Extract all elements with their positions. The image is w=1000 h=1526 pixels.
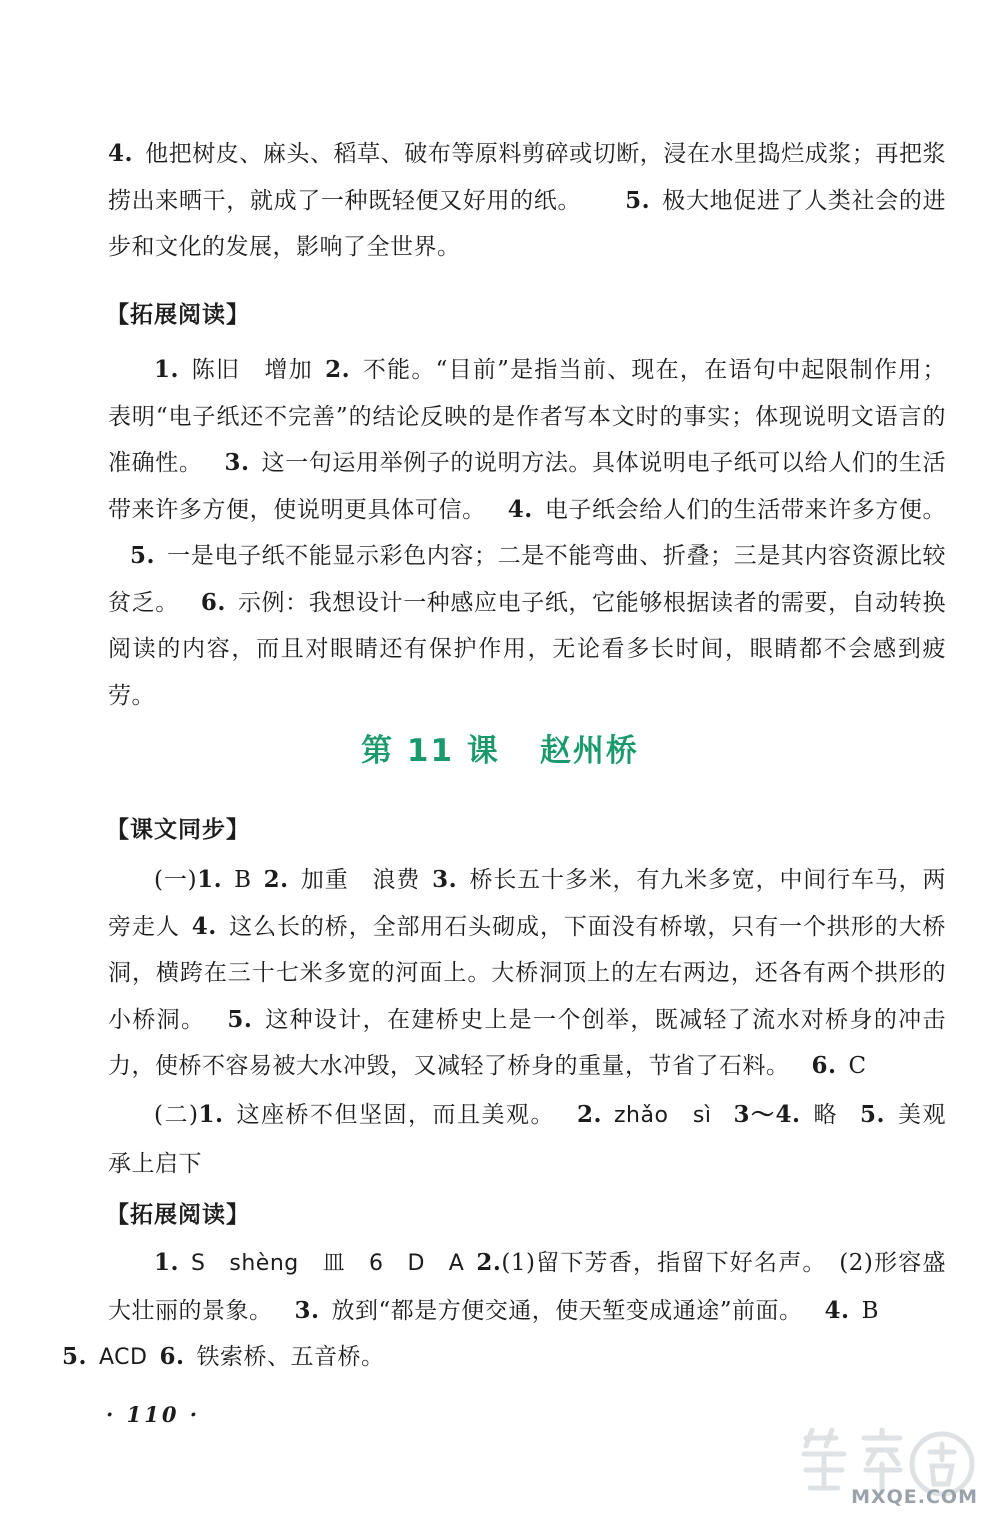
question-number: 5. [130, 542, 156, 569]
answer-text: 加重 浪费 [300, 867, 421, 893]
answer-paragraph-extended-reading-2 [62, 1240, 946, 1382]
question-number: 5. [625, 186, 651, 214]
answer-text: 他把树皮、麻头、稻草、破布等原料剪碎或切断，浸在水里捣烂成浆；再把浆捞出来晒干，就成了一种既轻便又好用的纸。 [108, 141, 946, 214]
answer-text: B [234, 867, 252, 893]
question-number: 2. [263, 866, 289, 893]
question-number: 6. [811, 1052, 837, 1079]
answer-text: C [848, 1053, 867, 1079]
answer-text: 不能。“目前”是指当前、现在，在语句中起限制作用；表明“电子纸还不完善”的结论反映的是作者写本文时的事实；体现说明文语言的准确性。 [108, 357, 946, 476]
pinyin-answer: zhǎo sì [613, 1103, 712, 1128]
answer-text: 陈旧 增加 [191, 357, 314, 383]
question-number: 1. [154, 356, 180, 383]
question-number: 1. [198, 1101, 224, 1128]
answer-text: S shèng 皿 6 D A [191, 1251, 465, 1276]
answer-text: 这么长的桥，全部用石头砌成，下面没有桥墩，只有一个拱形的大桥洞，横跨在三十七米多宽的河面上。大桥洞顶上的左右两边，还各有两个拱形的小桥洞。 [108, 913, 947, 1033]
question-number: 3. [224, 449, 250, 476]
question-number: 1. [197, 866, 223, 893]
answer-paragraph-part-one [108, 857, 946, 1090]
answer-paragraph-previous [108, 131, 946, 271]
question-number: 3. [432, 866, 458, 893]
answer-text: 一是电子纸不能显示彩色内容；二是不能弯曲、折叠；三是其内容资源比较贫乏。 [108, 543, 946, 616]
section-heading-extended-reading: 【拓展阅读】 [106, 302, 250, 328]
answer-text: 这一句运用举例子的说明方法。具体说明电子纸可以给人们的生活带来许多方便，使说明更具体可信。 [108, 450, 947, 523]
part-label: (一) [154, 867, 198, 893]
question-number: 5. [227, 1005, 253, 1033]
answer-paragraph-extended-reading [108, 347, 946, 719]
part-label: (二) [154, 1102, 199, 1128]
page-number: · 110 · [106, 1402, 201, 1427]
question-number: 5. [62, 1343, 88, 1370]
section-heading-text-sync: 【课文同步】 [106, 817, 250, 843]
question-number: 4. [191, 912, 217, 940]
question-number: 4. [507, 495, 533, 523]
answer-text: 桥长五十多米，有九米多宽，中间行车马，两旁走人 [108, 867, 947, 940]
answer-paragraph-part-two [108, 1091, 970, 1188]
answer-text: 美观 承上启下 [108, 1102, 970, 1177]
answer-text: 铁索桥、五音桥。 [196, 1344, 385, 1370]
question-number: 4. [108, 140, 134, 167]
answer-text: ACD [99, 1345, 148, 1370]
question-number: 5. [860, 1101, 886, 1128]
section-heading-extended-reading-2: 【拓展阅读】 [106, 1202, 250, 1228]
lesson-number: 第 11 课 [361, 733, 500, 769]
answer-text: 示例：我想设计一种感应电子纸，它能够根据读者的需要，自动转换阅读的内容，而且对眼睛还有保护作用，无论看多长时间，眼睛都不会感到疲劳。 [108, 589, 947, 709]
question-number: 4. [824, 1296, 850, 1324]
question-number: 2. [476, 1249, 502, 1276]
question-number: 1. [154, 1249, 180, 1276]
question-number: 3～4. [733, 1101, 801, 1128]
answer-text: 极大地促进了人类社会的进步和文化的发展，影响了全世界。 [108, 187, 947, 260]
question-number: 3. [294, 1296, 320, 1324]
answer-text: 这座桥不但坚固，而且美观。 [235, 1102, 555, 1128]
question-number: 2. [576, 1101, 602, 1128]
answer-text: 这种设计，在建桥史上是一个创举，既减轻了流水对桥身的冲击力，使桥不容易被大水冲毁，又减轻了桥身的重量，节省了石料。 [108, 1006, 947, 1079]
question-number: 2. [325, 356, 351, 383]
answer-text: 放到“都是方便交通，使天堑变成通途”前面。 [331, 1297, 803, 1324]
question-number: 6. [159, 1343, 185, 1370]
answer-text: (1)留下芳香，指留下好名声。 (2)形容盛大壮丽的景象。 [108, 1250, 946, 1324]
answer-text: 电子纸会给人们的生活带来许多方便。 [544, 496, 947, 523]
lesson-name: 赵州桥 [539, 733, 639, 769]
lesson-title [0, 725, 1000, 770]
watermark-site-text: MXQE.COM [851, 1486, 978, 1508]
answer-text: B [861, 1297, 879, 1324]
answer-text: 略 [812, 1102, 838, 1128]
question-number: 6. [200, 588, 226, 616]
